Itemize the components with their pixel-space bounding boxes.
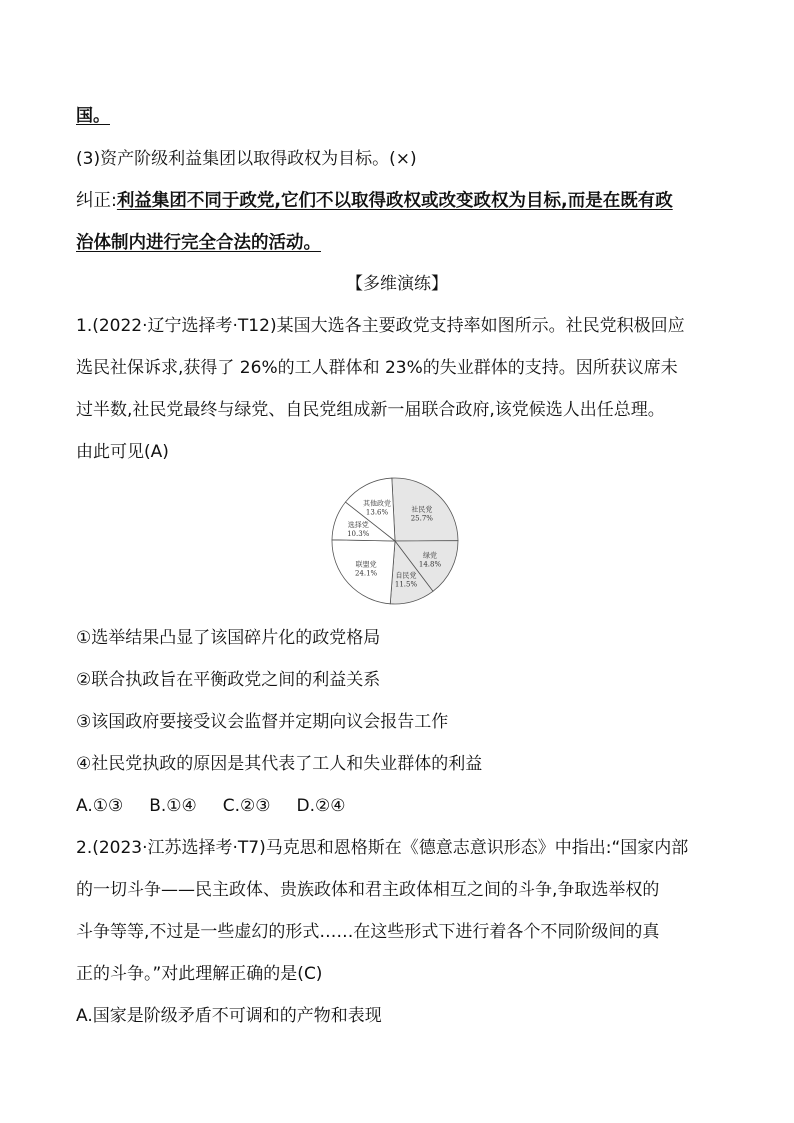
q1-line-4: 由此可见(A) [76, 442, 169, 462]
pie-slice-label-0: 25.7% [410, 514, 433, 523]
party-support-pie-chart [330, 476, 460, 606]
answer-options [76, 794, 372, 818]
q1-line-1: 1.(2022·辽宁选择考·T12)某国大选各主要政党支持率如图所示。社民党积极回应 [76, 316, 685, 336]
correction-line-1 [76, 189, 673, 213]
statement-option-3: ③该国政府要接受议会监督并定期向议会报告工作 [76, 712, 449, 732]
pie-slice-name-0: 社民党 [411, 505, 433, 514]
q2-option-a: A.国家是阶级矛盾不可调和的产物和表现 [76, 1006, 382, 1026]
statement-3: (3)资产阶级利益集团以取得政权为目标。(×) [76, 149, 417, 169]
statement-option-4: ④社民党执政的原因是其代表了工人和失业群体的利益 [76, 754, 483, 774]
option-c: C.②③ [222, 796, 271, 816]
pie-slice-label-2: 11.5% [394, 580, 418, 589]
q1-line-2: 选民社保诉求,获得了 26%的工人群体和 23%的失业群体的支持。因所获议席未 [76, 358, 678, 378]
pie-slice-label-4: 10.3% [347, 529, 370, 538]
bold-fragment: 国。 [76, 106, 110, 126]
correction-line-2 [76, 231, 321, 255]
q1-line-3: 过半数,社民党最终与绿党、自民党组成新一届联合政府,该党候选人出任总理。 [76, 400, 665, 420]
pie-slice-name-1: 绿党 [423, 551, 438, 560]
section-title: 【多维演练】 [346, 274, 448, 294]
statement-option-1: ①选举结果凸显了该国碎片化的政党格局 [76, 628, 381, 648]
pie-slice-label-5: 13.6% [365, 508, 389, 517]
pie-slice-label-1: 14.8% [418, 560, 442, 569]
pie-slice-name-3: 联盟党 [355, 560, 377, 569]
pie-slice-name-4: 选择党 [347, 520, 369, 529]
option-d: D.②④ [296, 796, 346, 816]
q2-line-4: 正的斗争。”对此理解正确的是(C) [76, 964, 323, 984]
correction-text-2: 治体制内进行完全合法的活动。 [76, 233, 321, 253]
correction-prefix: 纠正: [76, 191, 117, 211]
correction-text: 利益集团不同于政党,它们不以取得政权或改变政权为目标,而是在既有政 [116, 191, 673, 211]
option-a: A.①③ [76, 796, 124, 816]
option-b: B.①④ [149, 796, 197, 816]
pie-slice-label-3: 24.1% [354, 569, 378, 578]
q2-line-2: 的一切斗争——民主政体、贵族政体和君主政体相互之间的斗争,争取选举权的 [76, 880, 660, 900]
q2-line-3: 斗争等等,不过是一些虚幻的形式……在这些形式下进行着各个不同阶级间的真 [76, 922, 660, 942]
pie-slice-name-2: 自民党 [395, 571, 417, 580]
continuation-text [76, 104, 110, 128]
q2-line-1: 2.(2023·江苏选择考·T7)马克思和恩格斯在《德意志意识形态》中指出:“国家内部 [76, 838, 689, 858]
statement-option-2: ②联合执政旨在平衡政党之间的利益关系 [76, 670, 381, 690]
pie-slice-name-5: 其他政党 [363, 499, 392, 508]
